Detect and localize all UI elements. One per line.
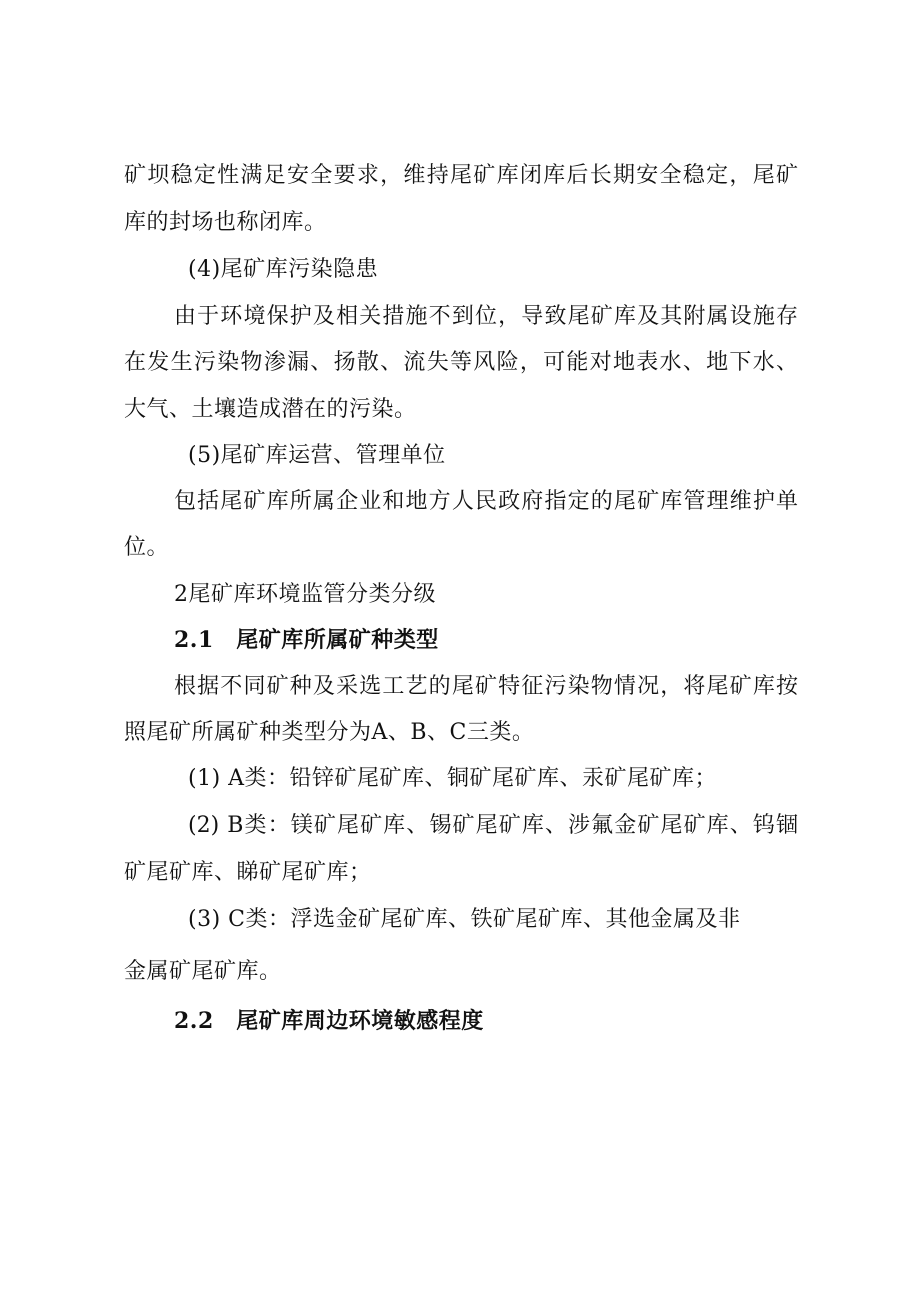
- subsection-heading: 2.2 尾矿库周边环境敏感程度: [174, 1008, 484, 1034]
- paragraph-line: 位。: [124, 535, 170, 560]
- list-item: (1) A类：铅锌矿尾矿库、铜矿尾矿库、汞矿尾矿库；: [188, 766, 718, 791]
- subsection-heading: 2.1 尾矿库所属矿种类型: [174, 627, 439, 653]
- list-item: (5)尾矿库运营、管理单位: [188, 443, 446, 468]
- list-item-continuation: 矿尾矿库、睇矿尾矿库；: [124, 860, 372, 885]
- section-heading: 2尾矿库环境监管分类分级: [174, 582, 436, 607]
- paragraph-line: 照尾矿所属矿种类型分为A、B、C三类。: [124, 720, 535, 745]
- paragraph-line: 包括尾矿库所属企业和地方人民政府指定的尾矿库管理维护单: [174, 489, 798, 514]
- paragraph-line: 大气、土壤造成潜在的污染。: [124, 397, 417, 422]
- paragraph-line: 根据不同矿种及采选工艺的尾矿特征污染物情况，将尾矿库按: [174, 674, 798, 699]
- paragraph-line: 矿坝稳定性满足安全要求，维持尾矿库闭库后长期安全稳定，尾矿: [124, 163, 798, 188]
- list-item-continuation: 金属矿尾矿库。: [124, 959, 282, 984]
- paragraph-line: 在发生污染物渗漏、扬散、流失等风险，可能对地表水、地下水、: [124, 350, 798, 375]
- paragraph-line: 由于环境保护及相关措施不到位，导致尾矿库及其附属设施存: [174, 304, 798, 329]
- list-item: (3) C类：浮选金矿尾矿库、铁矿尾矿库、其他金属及非: [188, 907, 741, 932]
- paragraph-line: 库的封场也称闭库。: [124, 210, 327, 235]
- list-item: (2) B类：镁矿尾矿库、锡矿尾矿库、涉氟金矿尾矿库、钨锢: [188, 813, 798, 838]
- list-item: (4)尾矿库污染隐患: [188, 257, 379, 282]
